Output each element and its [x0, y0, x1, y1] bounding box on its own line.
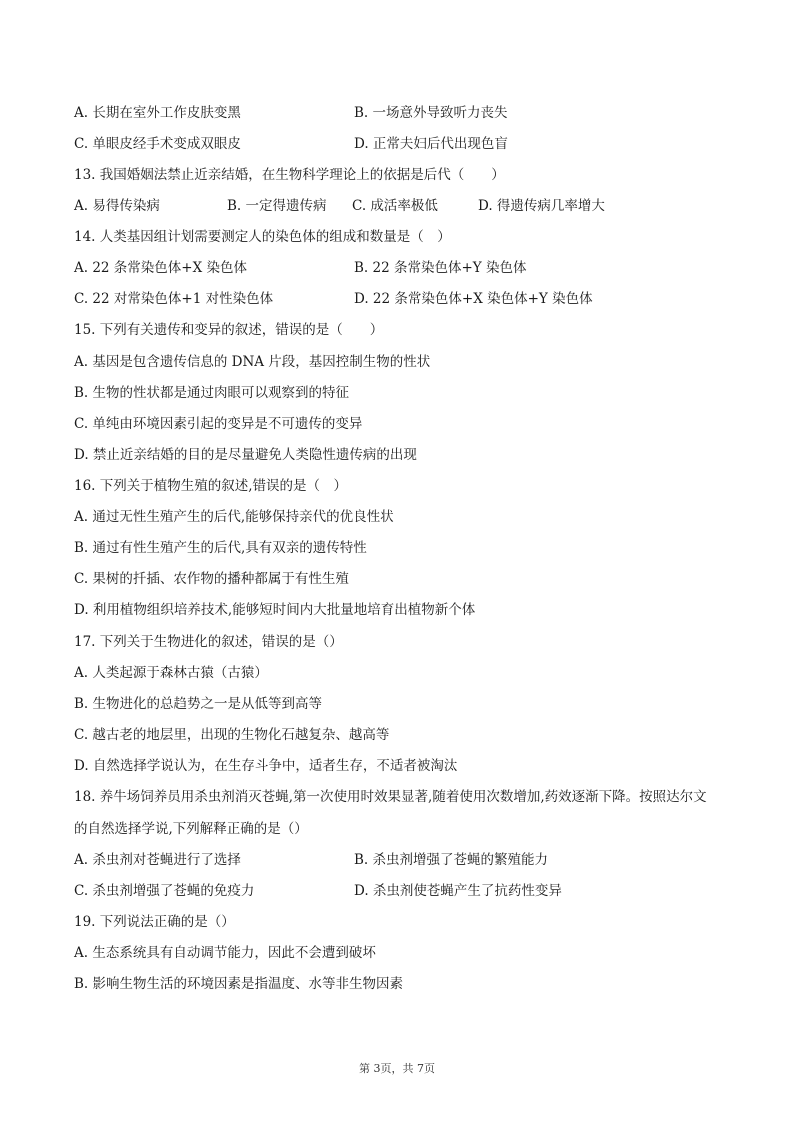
q12-option-b: B. 一场意外导致听力丧失 [354, 105, 508, 121]
q19-option-b: B. 影响生物生活的环境因素是指温度、水等非生物因素 [74, 976, 404, 992]
q12-option-d: D. 正常夫妇后代出现色盲 [354, 136, 508, 152]
q13-options [74, 197, 734, 215]
q14-options-cd [74, 290, 734, 308]
q19-option-a: A. 生态系统具有自动调节能力，因此不会遭到破坏 [74, 945, 376, 961]
q18-option-a: A. 杀虫剂对苍蝇进行了选择 [74, 852, 241, 868]
q13-option-a: A. 易得传染病 [74, 198, 160, 214]
q15-option-d: D. 禁止近亲结婚的目的是尽量避免人类隐性遗传病的出现 [74, 447, 417, 463]
q12-option-a: A. 长期在室外工作皮肤变黑 [74, 105, 241, 121]
q16-option-c: C. 果树的扦插、农作物的播种都属于有性生殖 [74, 571, 349, 587]
q15-option-a: A. 基因是包含遗传信息的 DNA 片段，基因控制生物的性状 [74, 354, 431, 370]
page-footer: 第 3页，共 7页 [359, 1062, 435, 1075]
q19-stem: 19. 下列说法正确的是（） [74, 914, 235, 930]
q18-options-cd [74, 882, 734, 900]
q18-stem-line1: 18. 养牛场饲养员用杀虫剂消灭苍蝇,第一次使用时效果显著,随着使用次数增加,药效逐渐下降。按照达尔文 [74, 789, 707, 805]
q12-options-ab [74, 104, 734, 122]
q14-option-a: A. 22 条常染色体+X 染色体 [74, 260, 248, 276]
q14-stem: 14. 人类基因组计划需要测定人的染色体的组成和数量是（ ） [74, 229, 451, 245]
q14-options-ab [74, 259, 734, 277]
q13-option-b: B. 一定得遗传病 [227, 198, 327, 214]
q18-option-c: C. 杀虫剂增强了苍蝇的免疫力 [74, 883, 255, 899]
q18-stem-line2: 的自然选择学说,下列解释正确的是（） [74, 821, 308, 837]
q12-option-c: C. 单眼皮经手术变成双眼皮 [74, 136, 241, 152]
q16-stem: 16. 下列关于植物生殖的叙述,错误的是（ ） [74, 478, 348, 494]
q17-stem: 17. 下列关于生物进化的叙述，错误的是（） [74, 634, 343, 650]
q17-option-b: B. 生物进化的总趋势之一是从低等到高等 [74, 696, 323, 712]
q18-option-d: D. 杀虫剂使苍蝇产生了抗药性变异 [354, 883, 562, 899]
q17-option-a: A. 人类起源于森林古猿（古猿） [74, 665, 268, 681]
q13-option-c: C. 成活率极低 [352, 198, 438, 214]
q15-option-c: C. 单纯由环境因素引起的变异是不可遗传的变异 [74, 416, 363, 432]
q15-option-b: B. 生物的性状都是通过肉眼可以观察到的特征 [74, 385, 350, 401]
q17-option-c: C. 越古老的地层里，出现的生物化石越复杂、越高等 [74, 727, 390, 743]
q14-option-c: C. 22 对常染色体+1 对性染色体 [74, 291, 274, 307]
q18-options-ab [74, 851, 734, 869]
q13-stem: 13. 我国婚姻法禁止近亲结婚，在生物科学理论上的依据是后代（ ） [74, 167, 505, 183]
q16-option-a: A. 通过无性生殖产生的后代,能够保持亲代的优良性状 [74, 509, 394, 525]
q14-option-d: D. 22 条常染色体+X 染色体+Y 染色体 [354, 291, 593, 307]
q12-options-cd [74, 135, 734, 153]
q13-option-d: D. 得遗传病几率增大 [478, 198, 605, 214]
q15-stem: 15. 下列有关遗传和变异的叙述，错误的是（ ） [74, 322, 384, 338]
q17-option-d: D. 自然选择学说认为，在生存斗争中，适者生存，不适者被淘汰 [74, 758, 458, 774]
q18-option-b: B. 杀虫剂增强了苍蝇的繁殖能力 [354, 852, 549, 868]
q14-option-b: B. 22 条常染色体+Y 染色体 [354, 260, 527, 276]
q16-option-b: B. 通过有性生殖产生的后代,具有双亲的遗传特性 [74, 540, 367, 556]
q16-option-d: D. 利用植物组织培养技术,能够短时间内大批量地培育出植物新个体 [74, 602, 476, 618]
